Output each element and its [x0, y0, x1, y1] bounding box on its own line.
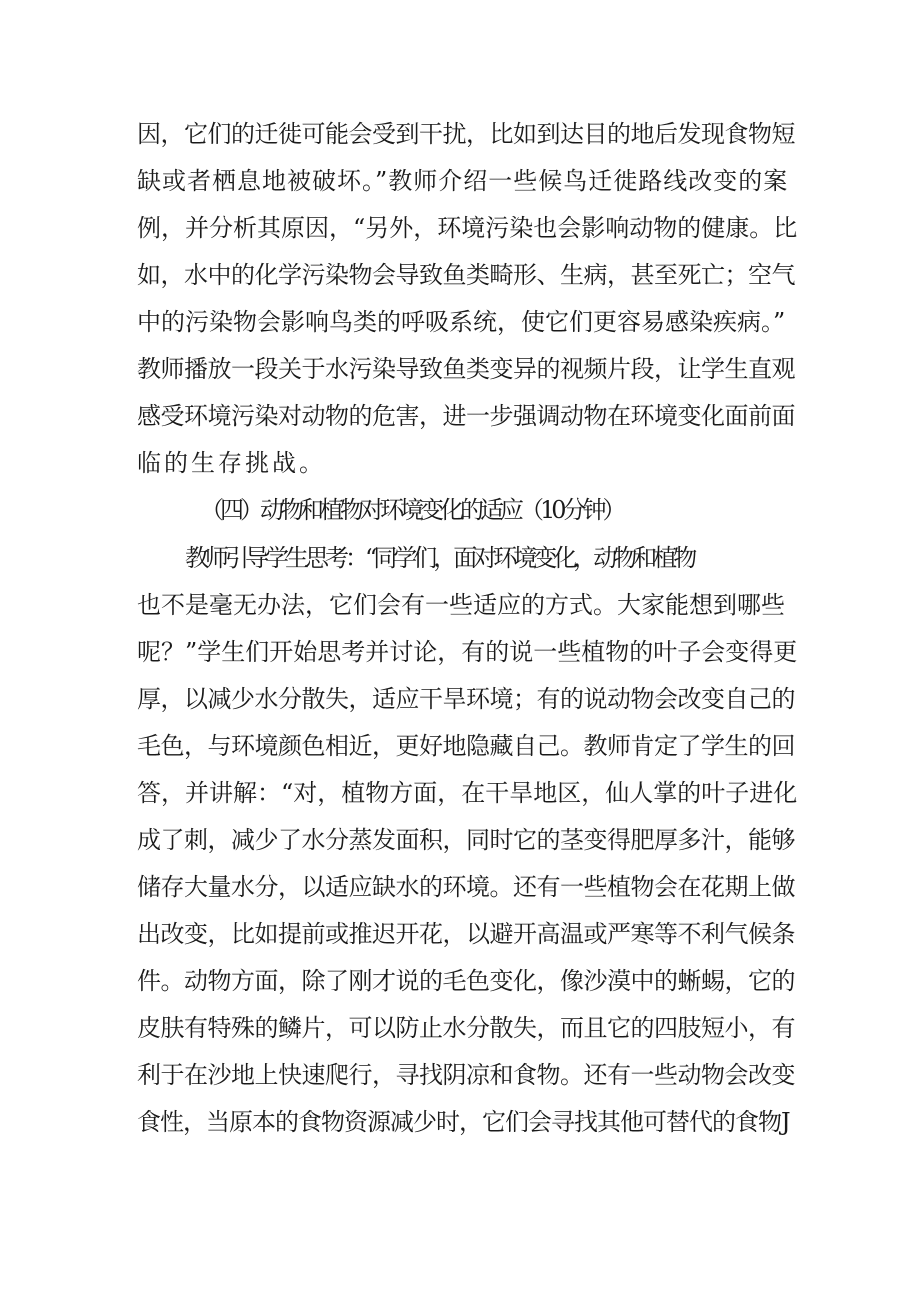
text-line: 也不是毫无办法，它们会有一些适应的方式。大家能想到哪些: [137, 591, 785, 619]
text-line: 例，并分析其原因，“另外，环境污染也会影响动物的健康。比: [137, 214, 798, 242]
text-line: 毛色，与环境颜色相近，更好地隐藏自己。教师肯定了学生的回: [137, 732, 795, 760]
text-line: 因，它们的迁徙可能会受到干扰，比如到达目的地后发现食物短: [137, 120, 795, 148]
text-line: 食性，当原本的食物资源减少时，它们会寻找其他可替代的食物J: [137, 1108, 790, 1136]
text-line: 利于在沙地上快速爬行，寻找阴凉和食物。还有一些动物会改变: [137, 1061, 795, 1089]
text-line: 教师引导学生思考：“同学们，面对环境变化，动物和植物: [185, 544, 694, 572]
text-line: 如，水中的化学污染物会导致鱼类畸形、生病，甚至死亡；空气: [137, 261, 795, 289]
text-line: 缺或者栖息地被破坏。”教师介绍一些候鸟迁徙路线改变的案: [137, 167, 789, 195]
text-line: 感受环境污染对动物的危害，进一步强调动物在环境变化面前面: [137, 402, 795, 430]
text-line: 呢？”学生们开始思考并讨论，有的说一些植物的叶子会变得更: [137, 638, 798, 666]
section-heading: （四）动物和植物对环境变化的适应（10分钟）: [200, 496, 623, 524]
text-line: 成了刺，减少了水分蒸发面积，同时它的茎变得肥厚多汁，能够: [137, 826, 795, 854]
text-line: 储存大量水分，以适应缺水的环境。还有一些植物会在花期上做: [137, 873, 795, 901]
text-line: 件。动物方面，除了刚才说的毛色变化，像沙漠中的蜥蜴，它的: [137, 967, 795, 995]
text-line: 答，并讲解：“对，植物方面，在干旱地区，仙人掌的叶子进化: [137, 779, 798, 807]
text-line: 出改变，比如提前或推迟开花，以避开高温或严寒等不利气候条: [137, 920, 795, 948]
text-line: 皮肤有特殊的鳞片，可以防止水分散失，而且它的四肢短小，有: [137, 1014, 795, 1042]
text-line: 厚，以减少水分散失，适应干旱环境；有的说动物会改变自己的: [137, 685, 795, 713]
text-line: 教师播放一段关于水污染导致鱼类变异的视频片段，让学生直观: [137, 355, 795, 383]
text-line: 中的污染物会影响鸟类的呼吸系统，使它们更容易感染疾病。”: [137, 308, 786, 336]
text-line: 临的生存挑战。: [137, 449, 326, 477]
